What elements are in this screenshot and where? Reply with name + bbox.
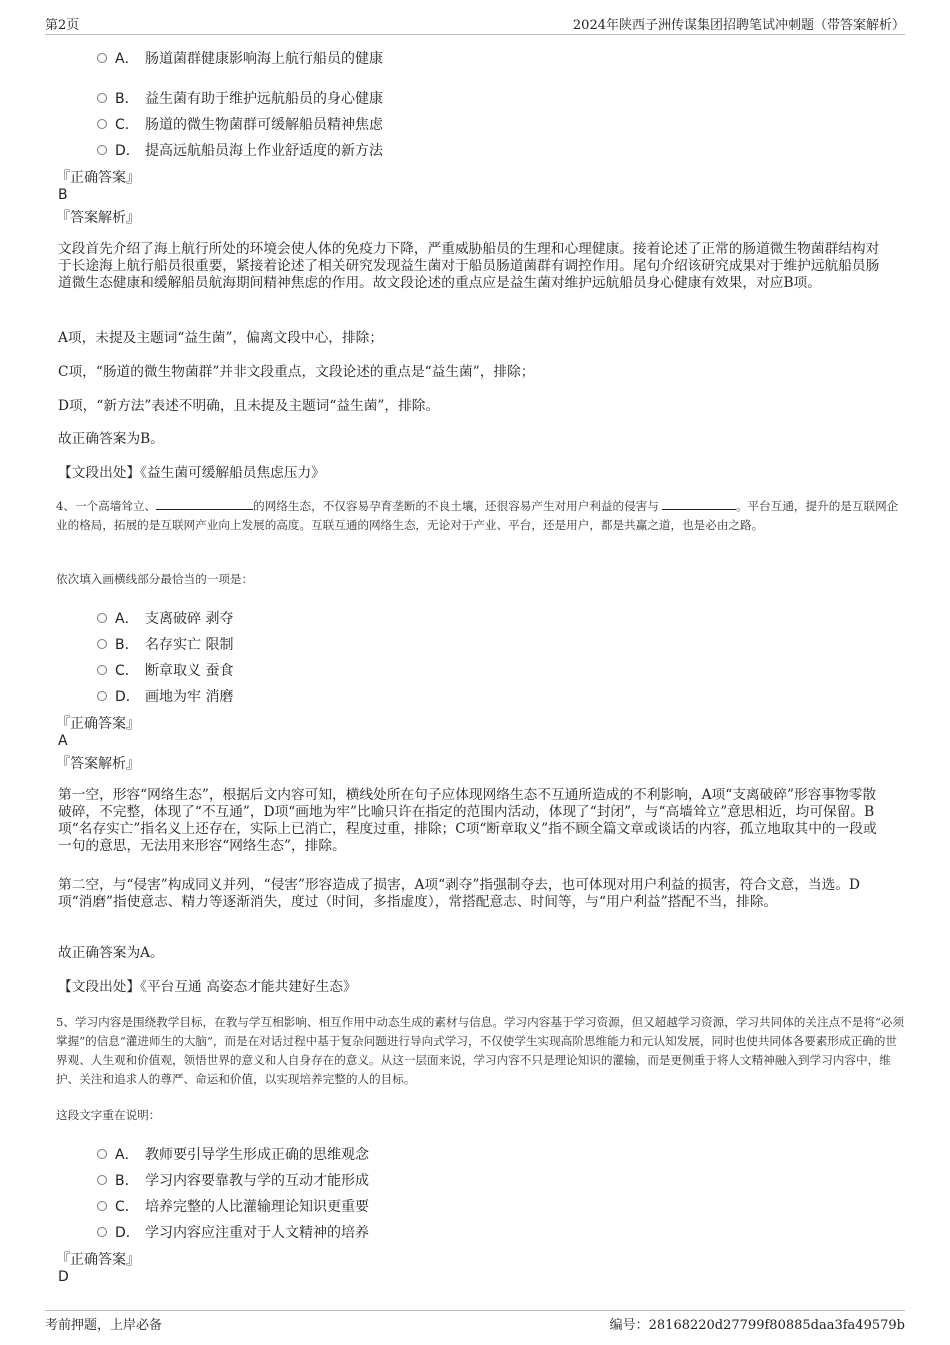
q5-stem: 5、学习内容是围绕教学目标，在教与学互相影响、相互作用中动态生成的素材与信息。学习内容基于学习资源，但又超越学习资源，学习共同体的关注点不是将“必须掌握”的信息“灌进师生的大脑”，而是在对话过程中基于复杂问题进行导向式学习，不仅使学生实现高阶思维能力和元认知发展，同时也使共同体各要素形成正确的世界观、人生观和价值观，领悟世界的意义和人自身存在的意义。从这一层面来说，学习内容不只是理论知识的灌输，而是更侧重于将人文精神融入到学习内容中，维护、关注和追求人的尊严、命运和价值，以实现培养完整的人的目标。 (56, 1015, 905, 1086)
q4-answer: A (58, 733, 68, 749)
option-text: 益生菌有助于维护远航船员的身心健康 (145, 91, 383, 107)
radio-icon[interactable] (97, 93, 107, 103)
q4-stem-part: 。平台互通，提升的是互联网企业的格局，拓展的是互联网产业向上发展的高度。互联互通的网络生态，无论对于产业、平台，还是用户，都是共赢之道，也是必由之路。 (56, 499, 899, 532)
q3-analysis-label: 『答案解析』 (56, 210, 140, 226)
q4-stem-part: 4、一个高墙耸立、 (56, 499, 157, 513)
q3-analysis-paragraph: C项，“肠道的微生物菌群”并非文段重点，文段论述的重点是“益生菌”，排除； (58, 364, 535, 380)
option-text: 支离破碎 剥夺 (145, 611, 234, 627)
option-key: D． (115, 1225, 140, 1241)
option-key: C． (115, 1199, 139, 1215)
option-key: B． (115, 91, 139, 107)
document-title: 2024年陕西子洲传谋集团招聘笔试冲刺题（带答案解析） (572, 18, 905, 33)
q3-analysis-paragraph: 文段首先介绍了海上航行所处的环境会使人体的免疫力下降，严重威胁船员的生理和心理健康。接着论述了正常的肠道微生物菌群结构对于长途海上航行船员很重要，紧接着论述了相关研究发现益生菌对于船员肠道菌群有调控作用。尾句介绍该研究成果对于维护远航船员肠道微生态健康和缓解船员航海期间精神焦虑的作用。故文段论述的重点应是益生菌对维护远航船员身心健康有效果，对应B项。 (58, 241, 880, 291)
q4-analysis-paragraph: 第一空，形容“网络生态”，根据后文内容可知，横线处所在句子应体现网络生态不互通所造成的不利影响，A项“支离破碎”形容事物零散破碎，不完整，体现了“不互通”，D项“画地为牢”比喻只许在指定的范围内活动，体现了“封闭”，与“高墙耸立”意思相近，均可保留。B项“名存实亡”指名义上还存在，实际上已消亡，程度过重，排除；C项“断章取义”指不顾全篇文章或谈话的内容，孤立地取其中的一段或一句的意思，无法用来形容“网络生态”，排除。 (58, 787, 877, 854)
q3-analysis-paragraph: D项，“新方法”表述不明确，且未提及主题词“益生菌”，排除。 (58, 398, 440, 414)
option-key: B． (115, 637, 139, 653)
q3-analysis-paragraph: A项，未提及主题词“益生菌”，偏离文段中心，排除； (58, 330, 384, 346)
blank-line (662, 497, 736, 510)
q4-analysis-label: 『答案解析』 (56, 756, 140, 772)
q5-option-b[interactable] (97, 1170, 369, 1190)
radio-icon[interactable] (97, 1227, 107, 1237)
q5-prompt: 这段文字重在说明： (56, 1108, 161, 1122)
option-key: C． (115, 663, 139, 679)
option-key: A． (115, 1147, 139, 1163)
q4-answer-label: 『正确答案』 (56, 716, 140, 732)
q5-answer: D (58, 1269, 69, 1285)
radio-icon[interactable] (97, 1201, 107, 1211)
q3-option-d[interactable] (97, 140, 383, 160)
radio-icon[interactable] (97, 53, 107, 63)
radio-icon[interactable] (97, 1149, 107, 1159)
option-text: 教师要引导学生形成正确的思维观念 (145, 1147, 369, 1163)
q5-option-d[interactable] (97, 1222, 369, 1242)
q4-option-c[interactable] (97, 660, 233, 680)
radio-icon[interactable] (97, 613, 107, 623)
option-text: 肠道的微生物菌群可缓解船员精神焦虑 (145, 117, 383, 133)
option-key: D． (115, 689, 140, 705)
q4-stem-part: 的网络生态，不仅容易孕育垄断的不良土壤，还很容易产生对用户利益的侵害与 (253, 499, 659, 513)
document-id: 编号：28168220d27799f80885daa3fa49579b (609, 1318, 905, 1333)
page-number: 第2页 (45, 18, 80, 33)
page-header (45, 14, 905, 35)
q5-option-c[interactable] (97, 1196, 369, 1216)
q5-answer-label: 『正确答案』 (56, 1252, 140, 1268)
option-text: 名存实亡 限制 (145, 637, 234, 653)
q4-prompt: 依次填入画横线部分最恰当的一项是： (56, 572, 254, 586)
option-text: 断章取义 蚕食 (145, 663, 234, 679)
q3-option-c[interactable] (97, 114, 383, 134)
q3-option-a[interactable] (97, 48, 383, 68)
q4-option-a[interactable] (97, 608, 233, 628)
option-text: 学习内容要靠教与学的互动才能形成 (145, 1173, 369, 1189)
q3-source: 【文段出处】《益生菌可缓解船员焦虑压力》 (58, 465, 325, 481)
option-key: B． (115, 1173, 139, 1189)
q4-stem (56, 497, 906, 535)
radio-icon[interactable] (97, 639, 107, 649)
option-text: 提高远航船员海上作业舒适度的新方法 (145, 143, 383, 159)
q4-option-d[interactable] (97, 686, 233, 706)
q3-answer-label: 『正确答案』 (56, 170, 140, 186)
q3-analysis-paragraph: 故正确答案为B。 (58, 431, 164, 447)
q4-source: 【文段出处】《平台互通 高姿态才能共建好生态》 (58, 979, 357, 995)
radio-icon[interactable] (97, 119, 107, 129)
option-key: A． (115, 51, 139, 67)
option-key: A． (115, 611, 139, 627)
option-key: D． (115, 143, 140, 159)
option-text: 肠道菌群健康影响海上航行船员的健康 (145, 51, 383, 67)
q5-option-a[interactable] (97, 1144, 369, 1164)
radio-icon[interactable] (97, 691, 107, 701)
q3-answer: B (58, 187, 68, 203)
option-text: 培养完整的人比灌输理论知识更重要 (145, 1199, 369, 1215)
option-text: 画地为牢 消磨 (145, 689, 234, 705)
radio-icon[interactable] (97, 1175, 107, 1185)
option-text: 学习内容应注重对于人文精神的培养 (145, 1225, 369, 1241)
option-key: C． (115, 117, 139, 133)
blank-line (156, 497, 253, 510)
radio-icon[interactable] (97, 665, 107, 675)
radio-icon[interactable] (97, 145, 107, 155)
q4-analysis-paragraph: 第二空，与“侵害”构成同义并列，“侵害”形容造成了损害，A项“剥夺”指强制夺去，也可体现对用户利益的损害，符合文意，当选。D项“消磨”指使意志、精力等逐渐消失，度过（时间，多指虚度），常搭配意志、时间等，与“用户利益”搭配不当，排除。 (58, 877, 860, 910)
q4-option-b[interactable] (97, 634, 233, 654)
page-footer (45, 1310, 905, 1335)
footer-slogan: 考前押题，上岸必备 (45, 1318, 163, 1333)
q4-analysis-paragraph: 故正确答案为A。 (58, 945, 164, 961)
q3-option-b[interactable] (97, 88, 383, 108)
